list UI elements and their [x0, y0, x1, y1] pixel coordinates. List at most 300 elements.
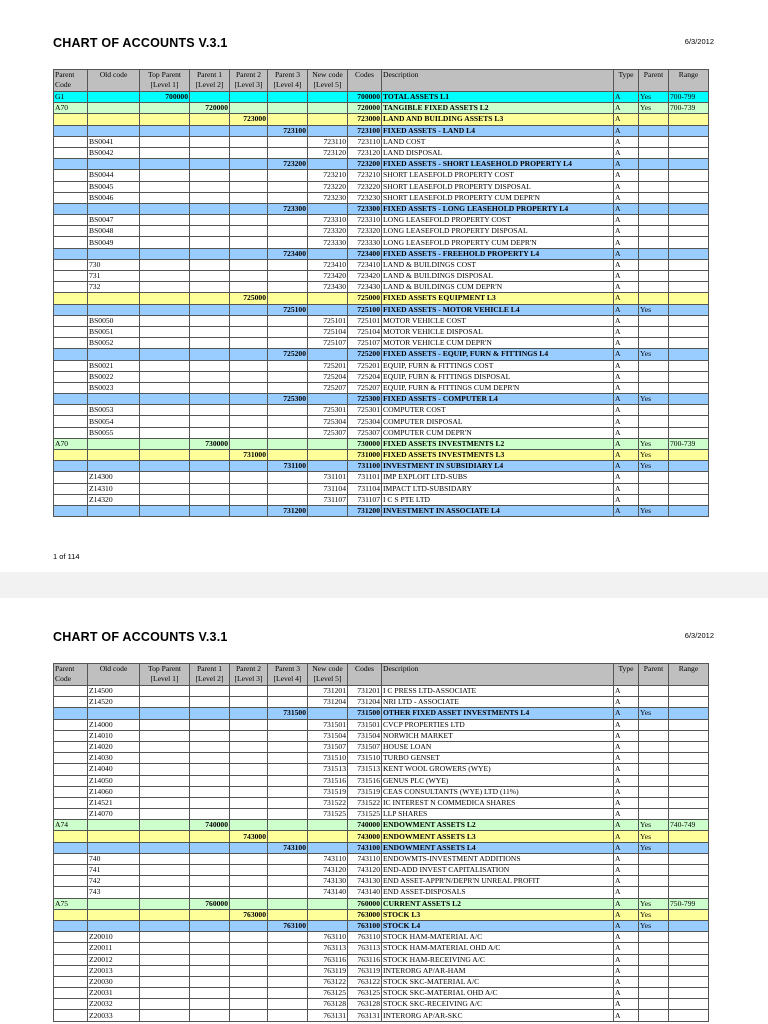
cell-parent-2 [230, 494, 268, 505]
cell-parent-3 [268, 686, 308, 697]
cell-description: FIXED ASSETS INVESTMENTS L2 [382, 438, 614, 449]
cell-type: A [614, 192, 639, 203]
cell-parent-1 [190, 271, 230, 282]
cell-codes: 723410 [348, 259, 382, 270]
cell-old-code [88, 114, 140, 125]
cell-range [669, 293, 709, 304]
cell-range [669, 136, 709, 147]
cell-codes: 723110 [348, 136, 382, 147]
cell-parent-1 [190, 248, 230, 259]
cell-codes: 723430 [348, 282, 382, 293]
cell-parent-2 [230, 887, 268, 898]
cell-codes: 743120 [348, 865, 382, 876]
cell-parent-3 [268, 147, 308, 158]
cell-parent-2 [230, 92, 268, 103]
cell-parent-3 [268, 382, 308, 393]
cell-codes: 731525 [348, 809, 382, 820]
cell-old-code: BS0042 [88, 147, 140, 158]
cell-parent-1 [190, 887, 230, 898]
cell-type: A [614, 954, 639, 965]
cell-new-code: 723210 [308, 170, 348, 181]
column-header-old-code: Old code [88, 70, 140, 92]
cell-parent-1 [190, 976, 230, 987]
cell-parent-code [54, 686, 88, 697]
cell-description: TURBO GENSET [382, 753, 614, 764]
cell-description: CVCP PROPERTIES LTD [382, 719, 614, 730]
cell-parent [639, 932, 669, 943]
cell-range [669, 697, 709, 708]
cell-top-parent [140, 797, 190, 808]
cell-parent-code [54, 797, 88, 808]
cell-top-parent [140, 271, 190, 282]
cell-parent: Yes [639, 920, 669, 931]
cell-top-parent [140, 203, 190, 214]
cell-parent-1 [190, 237, 230, 248]
cell-top-parent [140, 427, 190, 438]
cell-top-parent [140, 371, 190, 382]
cell-description: IC INTEREST N COMMEDICA SHARES [382, 797, 614, 808]
cell-new-code [308, 438, 348, 449]
cell-parent-1 [190, 865, 230, 876]
table-row [54, 943, 709, 954]
cell-parent-3: 731100 [268, 461, 308, 472]
page-title: CHART OF ACCOUNTS V.3.1 [53, 36, 228, 50]
cell-new-code: 725104 [308, 326, 348, 337]
cell-parent-1 [190, 831, 230, 842]
cell-parent-2 [230, 181, 268, 192]
table-row [54, 920, 709, 931]
cell-parent-1: 740000 [190, 820, 230, 831]
table-row [54, 136, 709, 147]
cell-codes: 731522 [348, 797, 382, 808]
cell-parent-code [54, 315, 88, 326]
table-row [54, 831, 709, 842]
cell-description: STOCK HAM-RECEIVING A/C [382, 954, 614, 965]
cell-parent: Yes [639, 842, 669, 853]
cell-top-parent [140, 181, 190, 192]
cell-parent-code [54, 753, 88, 764]
cell-parent-code [54, 920, 88, 931]
cell-parent-1 [190, 170, 230, 181]
cell-top-parent [140, 932, 190, 943]
cell-new-code: 731501 [308, 719, 348, 730]
cell-parent-3 [268, 170, 308, 181]
cell-range [669, 416, 709, 427]
cell-old-code: Z14520 [88, 697, 140, 708]
cell-type: A [614, 865, 639, 876]
cell-parent-2 [230, 147, 268, 158]
table-row [54, 719, 709, 730]
cell-new-code: 731504 [308, 730, 348, 741]
table-row [54, 686, 709, 697]
cell-old-code: Z14010 [88, 730, 140, 741]
cell-range: 700-739 [669, 438, 709, 449]
column-header-parent: Parent [639, 70, 669, 92]
table-row [54, 192, 709, 203]
cell-parent [639, 876, 669, 887]
cell-parent [639, 114, 669, 125]
cell-parent-1 [190, 920, 230, 931]
table-row [54, 125, 709, 136]
cell-parent-1: 730000 [190, 438, 230, 449]
cell-new-code [308, 92, 348, 103]
cell-top-parent [140, 775, 190, 786]
table-row [54, 416, 709, 427]
cell-top-parent [140, 809, 190, 820]
cell-codes: 743140 [348, 887, 382, 898]
cell-parent-3 [268, 114, 308, 125]
cell-parent-code [54, 282, 88, 293]
cell-range [669, 954, 709, 965]
cell-range [669, 170, 709, 181]
cell-parent-1 [190, 92, 230, 103]
cell-top-parent [140, 282, 190, 293]
cell-old-code [88, 505, 140, 516]
cell-parent-2 [230, 416, 268, 427]
cell-parent [639, 181, 669, 192]
cell-parent [639, 226, 669, 237]
cell-parent-3 [268, 450, 308, 461]
cell-description: LAND & BUILDINGS COST [382, 259, 614, 270]
cell-new-code [308, 505, 348, 516]
cell-top-parent [140, 394, 190, 405]
cell-parent-3 [268, 719, 308, 730]
cell-parent-code: A75 [54, 898, 88, 909]
cell-parent-1 [190, 427, 230, 438]
cell-parent-1 [190, 338, 230, 349]
cell-codes: 723330 [348, 237, 382, 248]
cell-description: NORWICH MARKET [382, 730, 614, 741]
cell-new-code: 731513 [308, 764, 348, 775]
cell-codes: 763100 [348, 920, 382, 931]
cell-range [669, 719, 709, 730]
cell-old-code: Z20031 [88, 988, 140, 999]
cell-codes: 725307 [348, 427, 382, 438]
cell-old-code [88, 349, 140, 360]
cell-range [669, 349, 709, 360]
cell-parent-3 [268, 237, 308, 248]
column-header-parent-2: Parent 2 [Level 3] [230, 70, 268, 92]
page-title: CHART OF ACCOUNTS V.3.1 [53, 630, 228, 644]
cell-codes: 723220 [348, 181, 382, 192]
cell-parent-code [54, 494, 88, 505]
cell-range [669, 215, 709, 226]
cell-parent-1 [190, 472, 230, 483]
cell-parent-2 [230, 965, 268, 976]
cell-description: HOUSE LOAN [382, 741, 614, 752]
cell-description: STOCK SKC-MATERIAL A/C [382, 976, 614, 987]
cell-description: I C PRESS LTD-ASSOCIATE [382, 686, 614, 697]
cell-parent-code [54, 147, 88, 158]
cell-parent-code [54, 775, 88, 786]
cell-codes: 730000 [348, 438, 382, 449]
cell-parent-1 [190, 360, 230, 371]
cell-new-code [308, 909, 348, 920]
cell-type: A [614, 764, 639, 775]
cell-parent [639, 136, 669, 147]
cell-old-code: 740 [88, 853, 140, 864]
cell-top-parent [140, 438, 190, 449]
cell-parent [639, 293, 669, 304]
cell-parent-1 [190, 697, 230, 708]
cell-range [669, 708, 709, 719]
cell-new-code: 725304 [308, 416, 348, 427]
cell-type: A [614, 349, 639, 360]
cell-old-code: BS0055 [88, 427, 140, 438]
cell-parent-2 [230, 809, 268, 820]
cell-parent [639, 1010, 669, 1021]
cell-top-parent [140, 708, 190, 719]
cell-parent-code [54, 338, 88, 349]
table-row [54, 226, 709, 237]
cell-parent-code: A70 [54, 103, 88, 114]
cell-old-code: BS0054 [88, 416, 140, 427]
table-row [54, 887, 709, 898]
cell-parent-1 [190, 259, 230, 270]
cell-description: SHORT LEASEFOLD PROPERTY CUM DEPR'N [382, 192, 614, 203]
cell-new-code: 731507 [308, 741, 348, 752]
table-row [54, 304, 709, 315]
cell-parent-3 [268, 92, 308, 103]
cell-type: A [614, 248, 639, 259]
cell-top-parent [140, 349, 190, 360]
cell-parent-1 [190, 954, 230, 965]
cell-parent-code [54, 909, 88, 920]
cell-parent-1 [190, 293, 230, 304]
cell-parent-code [54, 181, 88, 192]
table-row [54, 405, 709, 416]
cell-parent-1 [190, 719, 230, 730]
table-row [54, 909, 709, 920]
column-header-description: Description [382, 70, 614, 92]
cell-parent [639, 237, 669, 248]
cell-range [669, 371, 709, 382]
cell-parent-2 [230, 405, 268, 416]
cell-codes: 725101 [348, 315, 382, 326]
cell-type: A [614, 282, 639, 293]
cell-parent-2 [230, 483, 268, 494]
cell-codes: 725207 [348, 382, 382, 393]
cell-parent-3 [268, 1010, 308, 1021]
cell-old-code: Z14030 [88, 753, 140, 764]
cell-range [669, 909, 709, 920]
cell-parent [639, 472, 669, 483]
cell-parent-1 [190, 909, 230, 920]
cell-top-parent [140, 483, 190, 494]
table-row [54, 988, 709, 999]
cell-description: STOCK SKC-MATERIAL OHD A/C [382, 988, 614, 999]
cell-parent [639, 965, 669, 976]
cell-top-parent [140, 103, 190, 114]
cell-top-parent [140, 326, 190, 337]
cell-parent-code [54, 708, 88, 719]
cell-range [669, 943, 709, 954]
cell-parent-1 [190, 730, 230, 741]
cell-parent-1 [190, 775, 230, 786]
cell-new-code: 763110 [308, 932, 348, 943]
cell-parent-1 [190, 809, 230, 820]
cell-parent-3: 723400 [268, 248, 308, 259]
table-row [54, 159, 709, 170]
cell-range [669, 427, 709, 438]
cell-parent-code [54, 237, 88, 248]
cell-new-code [308, 159, 348, 170]
cell-top-parent [140, 304, 190, 315]
cell-type: A [614, 920, 639, 931]
cell-type: A [614, 932, 639, 943]
cell-parent [639, 125, 669, 136]
cell-parent [639, 494, 669, 505]
cell-type: A [614, 170, 639, 181]
cell-parent-2 [230, 461, 268, 472]
cell-range [669, 394, 709, 405]
cell-type: A [614, 203, 639, 214]
cell-type: A [614, 898, 639, 909]
cell-type: A [614, 831, 639, 842]
cell-parent-2 [230, 786, 268, 797]
cell-codes: 763125 [348, 988, 382, 999]
cell-type: A [614, 483, 639, 494]
cell-codes: 725200 [348, 349, 382, 360]
cell-range: 740-749 [669, 820, 709, 831]
cell-description: STOCK L4 [382, 920, 614, 931]
accounts-table [53, 663, 709, 1022]
cell-parent-2 [230, 842, 268, 853]
cell-new-code: 725301 [308, 405, 348, 416]
cell-parent-1 [190, 282, 230, 293]
table-row [54, 349, 709, 360]
cell-parent-code [54, 248, 88, 259]
cell-parent-3 [268, 853, 308, 864]
cell-parent-2 [230, 226, 268, 237]
cell-parent-code [54, 988, 88, 999]
cell-parent-1 [190, 203, 230, 214]
table-row [54, 248, 709, 259]
cell-new-code: 763125 [308, 988, 348, 999]
cell-parent-2 [230, 920, 268, 931]
cell-new-code: 725201 [308, 360, 348, 371]
cell-range [669, 326, 709, 337]
cell-parent-code [54, 125, 88, 136]
cell-parent-code [54, 786, 88, 797]
cell-description: OTHER FIXED ASSET INVESTMENTS L4 [382, 708, 614, 719]
cell-parent-2 [230, 943, 268, 954]
column-header-top-parent: Top Parent [Level 1] [140, 664, 190, 686]
table-row [54, 360, 709, 371]
cell-parent-3 [268, 932, 308, 943]
cell-parent-3 [268, 999, 308, 1010]
cell-parent-2 [230, 170, 268, 181]
cell-parent-code [54, 505, 88, 516]
cell-range [669, 472, 709, 483]
cell-codes: 723100 [348, 125, 382, 136]
cell-parent-2 [230, 125, 268, 136]
cell-parent-1 [190, 147, 230, 158]
cell-parent [639, 786, 669, 797]
cell-parent-2 [230, 764, 268, 775]
cell-description: SHORT LEASEFOLD PROPERTY DISPOSAL [382, 181, 614, 192]
cell-top-parent [140, 976, 190, 987]
cell-old-code: BS0050 [88, 315, 140, 326]
cell-parent-3 [268, 965, 308, 976]
cell-parent-1 [190, 136, 230, 147]
cell-top-parent [140, 686, 190, 697]
cell-parent-2 [230, 427, 268, 438]
table-row [54, 215, 709, 226]
cell-parent-code [54, 965, 88, 976]
accounts-table [53, 69, 709, 517]
cell-type: A [614, 293, 639, 304]
cell-parent-code [54, 215, 88, 226]
cell-parent-code [54, 764, 88, 775]
cell-codes: 725100 [348, 304, 382, 315]
cell-type: A [614, 304, 639, 315]
cell-parent-code [54, 730, 88, 741]
cell-description: CURRENT ASSETS L2 [382, 898, 614, 909]
table-row [54, 326, 709, 337]
table-row [54, 237, 709, 248]
cell-parent-2 [230, 472, 268, 483]
cell-new-code: 743140 [308, 887, 348, 898]
table-row [54, 730, 709, 741]
cell-parent [639, 215, 669, 226]
cell-parent-1 [190, 405, 230, 416]
cell-parent-3 [268, 360, 308, 371]
cell-description: LONG LEASEFOLD PROPERTY COST [382, 215, 614, 226]
cell-old-code: Z20033 [88, 1010, 140, 1021]
cell-top-parent [140, 472, 190, 483]
cell-range [669, 494, 709, 505]
cell-old-code: BS0052 [88, 338, 140, 349]
cell-parent: Yes [639, 461, 669, 472]
cell-parent-code [54, 842, 88, 853]
cell-new-code: 723420 [308, 271, 348, 282]
column-header-new-code: New code [Level 5] [308, 664, 348, 686]
cell-codes: 731000 [348, 450, 382, 461]
cell-old-code: 743 [88, 887, 140, 898]
cell-codes: 740000 [348, 820, 382, 831]
cell-old-code: BS0044 [88, 170, 140, 181]
cell-parent-2: 723000 [230, 114, 268, 125]
cell-top-parent [140, 842, 190, 853]
cell-parent-3 [268, 976, 308, 987]
cell-parent-3 [268, 136, 308, 147]
cell-parent: Yes [639, 450, 669, 461]
cell-parent-1 [190, 226, 230, 237]
cell-parent-code [54, 159, 88, 170]
cell-parent-code [54, 226, 88, 237]
cell-new-code: 725204 [308, 371, 348, 382]
cell-top-parent [140, 730, 190, 741]
cell-old-code: Z14050 [88, 775, 140, 786]
column-header-parent-2: Parent 2 [Level 3] [230, 664, 268, 686]
cell-parent-3 [268, 315, 308, 326]
cell-parent [639, 697, 669, 708]
cell-old-code [88, 103, 140, 114]
cell-top-parent [140, 215, 190, 226]
cell-type: A [614, 394, 639, 405]
cell-parent-1 [190, 450, 230, 461]
cell-parent-3 [268, 764, 308, 775]
cell-range [669, 505, 709, 516]
cell-range [669, 271, 709, 282]
cell-parent [639, 797, 669, 808]
cell-new-code [308, 394, 348, 405]
cell-parent-3 [268, 797, 308, 808]
cell-top-parent [140, 999, 190, 1010]
cell-description: SHORT LEASEFOLD PROPERTY COST [382, 170, 614, 181]
cell-description: FIXED ASSETS - MOTOR VEHICLE L4 [382, 304, 614, 315]
